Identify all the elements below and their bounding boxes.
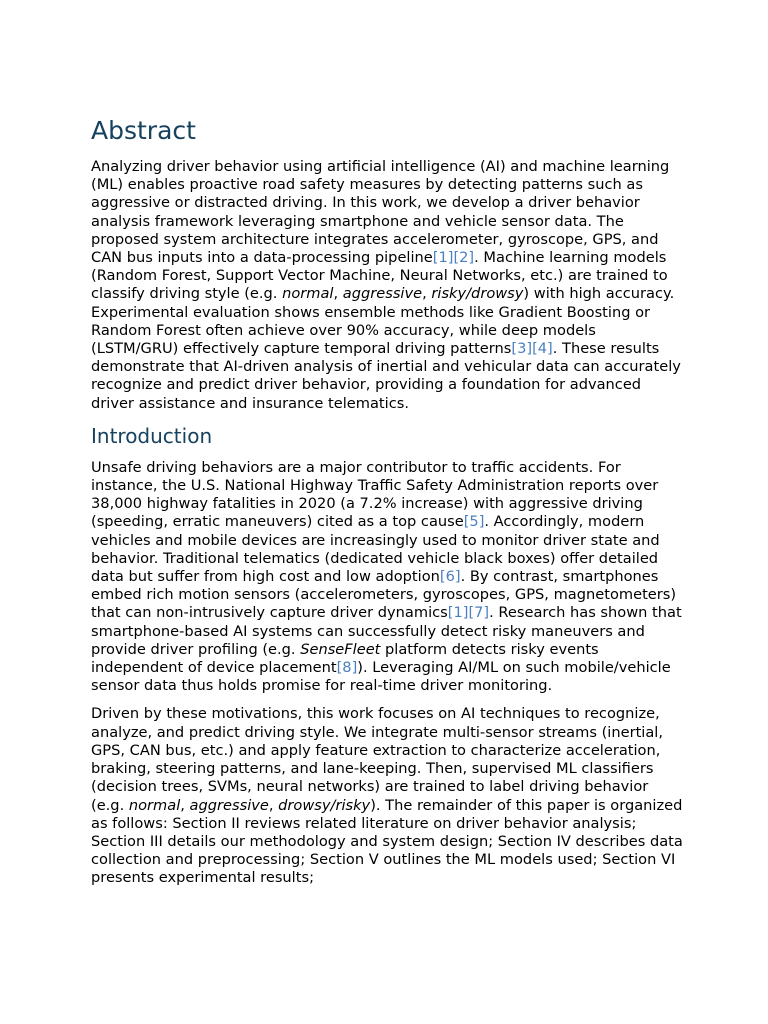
body-text: Driven by these motivations, this work focuses on AI techniques to recognize, analyze, and predict driving style. We integrate multi-sensor streams (inertial, GPS, CAN bus, etc.) and apply feature extraction to characterize acceleration, braking, steering patterns, and lane-keeping. Then, supervised ML classifiers (decision trees, SVMs, neural networks) are trained to label driving behavior (e.g. [91,705,663,814]
abstract-text: , [422,285,432,303]
citation-link[interactable]: [8] [336,659,358,677]
citation-link[interactable]: [1] [447,604,469,622]
abstract-text: . Machine learning models (Random Forest, Support Vector Machine, Neural Networks, etc.) are trained to classify driving style (e.g. [91,249,668,303]
introduction-paragraph-1 [91,459,683,696]
body-text: , [268,796,279,814]
emphasis-text: risky/drowsy [431,285,524,303]
abstract-text: Analyzing driver behavior using artificial intelligence (AI) and machine learning (ML) enables proactive road safety measures by detecting patterns such as aggressive or distracted driving. In this work, we develop a driver behavior analysis framework leveraging smartphone and vehicle sensor data. The proposed system architecture integrates accelerometer, gyroscope, GPS, and CAN bus inputs into a data-processing pipeline [91,158,670,267]
emphasis-text: drowsy/risky [278,796,371,814]
emphasis-text: aggressive [189,796,269,814]
emphasis-text: aggressive [342,285,423,303]
abstract-heading: Abstract [91,116,196,145]
emphasis-text: normal [282,285,334,303]
introduction-paragraph-2 [91,705,683,887]
citation-link[interactable]: [5] [463,513,485,531]
emphasis-text: normal [128,796,181,814]
body-text: . By contrast, smartphones embed rich motion sensors (accelerometers, gyroscopes, GPS, magnetometers) that can non-intrusively capture driver dynamics [91,568,677,622]
citation-link[interactable]: [7] [468,604,490,622]
citation-link[interactable]: [4] [532,340,553,358]
citation-link[interactable]: [1] [432,249,454,267]
body-text: , [180,796,190,814]
body-text: platform detects risky events independent of device placement [91,640,599,677]
citation-link[interactable]: [3] [511,340,533,358]
document-page [91,114,683,898]
citation-link[interactable]: [2] [453,249,475,267]
introduction-heading: Introduction [91,423,213,448]
emphasis-text: SenseFleet [300,640,381,658]
abstract-text: . These results demonstrate that AI-driven analysis of inertial and vehicular data can accurately recognize and predict driver behavior, providing a foundation for advanced driver assistance and insurance telematics. [91,340,681,412]
abstract-text: ) with high accuracy. Experimental evaluation shows ensemble methods like Gradient Boosting or Random Forest often achieve over 90% accuracy, while deep models (LSTM/GRU) effectively capture temporal driving patterns [91,285,675,358]
abstract-text: , [333,285,343,303]
body-text: ). The remainder of this paper is organized as follows: Section II reviews related literature on driver behavior analysis; Section III details our methodology and system design; Section IV describes data collection and preprocessing; Section V outlines the ML models used; Section VI presents experimental results; [91,796,683,887]
citation-link[interactable]: [6] [439,568,461,586]
body-text: ). Leveraging AI/ML on such mobile/vehicle sensor data thus holds promise for real-time driver monitoring. [91,659,671,695]
body-text: . Research has shown that smartphone-based AI systems can successfully detect risky maneuvers and provide driver profiling (e.g. [91,604,682,658]
body-text: . Accordingly, modern vehicles and mobile devices are increasingly used to monitor driver state and behavior. Traditional telematics (dedicated vehicle black boxes) offer detailed data but suffer from high cost and low adoption [91,513,660,586]
abstract-paragraph [91,158,683,413]
body-text: Unsafe driving behaviors are a major contributor to traffic accidents. For instance, the U.S. National Highway Traffic Safety Administration reports over 38,000 highway fatalities in 2020 (a 7.2% increase) with aggressive driving (speeding, erratic maneuvers) cited as a top cause [91,458,659,531]
